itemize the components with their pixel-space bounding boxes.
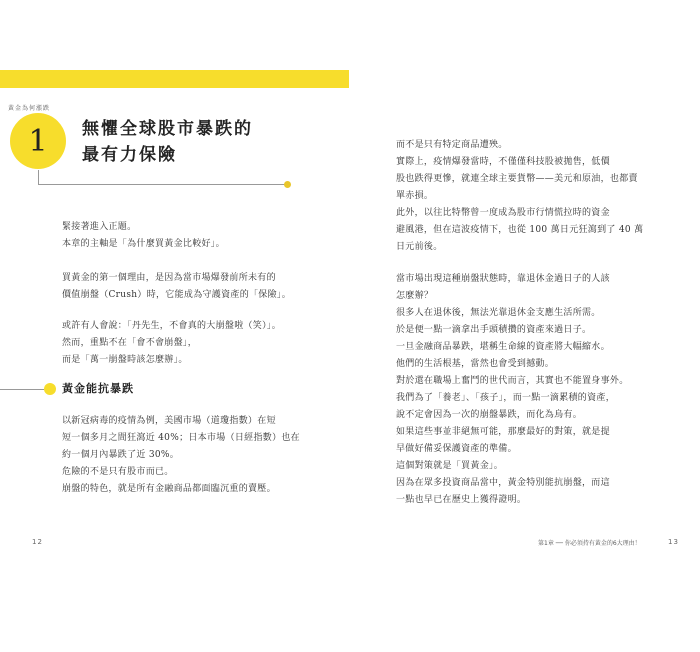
- text-line: 這個對策就是「買黃金」。: [396, 461, 504, 471]
- title-rule-horizontal: [38, 184, 285, 185]
- section-rule: [0, 389, 44, 390]
- text-line: 而是「萬一崩盤時該怎麼辦」。: [62, 355, 188, 365]
- text-line: 或許有人會說：「丹先生，不會真的大崩盤啦（笑）」。: [62, 321, 282, 331]
- chapter-title: [82, 116, 332, 168]
- text-line: 一旦金融商品暴跌，堪稱生命線的資產將大幅縮水。: [396, 342, 610, 352]
- chapter-label: 黃金為何漲跌: [8, 105, 51, 112]
- running-head: 第1章 ── 你必須持有黃金的6大理由！: [538, 540, 641, 547]
- text-line: 一點也早已在歷史上獲得證明。: [396, 495, 527, 505]
- text-line: 很多人在退休後，無法光靠退休金支應生活所需。: [396, 308, 601, 318]
- text-line: 當市場出現這種崩盤狀態時，靠退休金過日子的人該: [396, 274, 610, 284]
- dialogue-paragraph: [62, 318, 281, 369]
- text-line: 說不定會因為一次的崩盤暴跌，而化為烏有。: [396, 410, 583, 420]
- text-line: 然而，重點不在「會不會崩盤」，: [62, 338, 198, 348]
- text-line: 本章的主軸是「為什麼買黃金比較好」。: [62, 239, 225, 249]
- market-paragraph: [396, 137, 643, 256]
- text-line: 避風港，但在這波疫情下，也從 100 萬日元狂瀉到了 40 萬: [396, 225, 644, 235]
- retirement-paragraph: [396, 271, 629, 509]
- text-line: 約一個月內暴跌了近 30%。: [62, 450, 180, 460]
- text-line: 以新冠病毒的疫情為例，美國市場（道瓊指數）在短: [62, 416, 276, 426]
- text-line: 單赤損。: [396, 191, 434, 201]
- text-line: 因為在眾多投資商品當中，黃金特別能抗崩盤，而這: [396, 478, 610, 488]
- text-line: 於是便一點一滴拿出手頭積攢的資產來過日子。: [396, 325, 592, 335]
- text-line: 而不是只有特定商品遭殃。: [396, 140, 508, 150]
- text-line: 崩盤的特色，就是所有金融商品都面臨沉重的賣壓。: [62, 484, 276, 494]
- title-rule-dot: [284, 181, 291, 188]
- crash-paragraph: [62, 413, 300, 498]
- text-line: 危險的不是只有股市而已。: [62, 467, 174, 477]
- text-line: 我們為了「養老」、「孩子」，而一點一滴累積的資產，: [396, 393, 616, 403]
- text-line: 買黃金的第一個理由，是因為當市場爆發前所未有的: [62, 273, 276, 283]
- text-line: 早做好備妥保護資產的準備。: [396, 444, 517, 454]
- page-number-left: 12: [32, 538, 43, 546]
- chapter-title-line1: 無懼全球股市暴跌的: [82, 119, 253, 139]
- text-line: 價值崩盤（Crush）時，它能成為守護資產的「保險」。: [62, 290, 292, 300]
- chapter-header-band: [0, 70, 349, 88]
- text-line: 此外，以往比特幣曾一度成為股市行情慌拉時的資金: [396, 208, 610, 218]
- title-rule-vertical: [38, 170, 39, 184]
- chapter-title-line2: 最有力保險: [82, 145, 177, 165]
- page-number-right: 13: [668, 538, 679, 546]
- reason-paragraph: [62, 270, 291, 304]
- text-line: 他們的生活根基，當然也會受到撼動。: [396, 359, 555, 369]
- intro-paragraph: [62, 219, 225, 253]
- chapter-number-badge: [10, 113, 66, 169]
- section-heading: 黃金能抗暴跌: [62, 382, 134, 395]
- text-line: 對於還在職場上奮鬥的世代而言，其實也不能置身事外。: [396, 376, 629, 386]
- text-line: 短一個多月之間狂瀉近 40%；日本市場（日經指數）也在: [62, 433, 300, 443]
- text-line: 緊接著進入正題。: [62, 222, 137, 232]
- chapter-number: 1: [28, 123, 48, 159]
- section-bullet-dot: [44, 383, 56, 395]
- right-page: [350, 0, 700, 652]
- text-line: 日元前後。: [396, 242, 443, 252]
- text-line: 股也跌得更慘，就連全球主要貨幣——美元和原油，也都賣: [396, 174, 638, 184]
- text-line: 實際上，疫情爆發當時，不僅僅科技股被拋售，低價: [396, 157, 610, 167]
- text-line: 怎麼辦？: [396, 291, 434, 301]
- text-line: 如果這些事並非絕無可能，那麼最好的對策，就是提: [396, 427, 610, 437]
